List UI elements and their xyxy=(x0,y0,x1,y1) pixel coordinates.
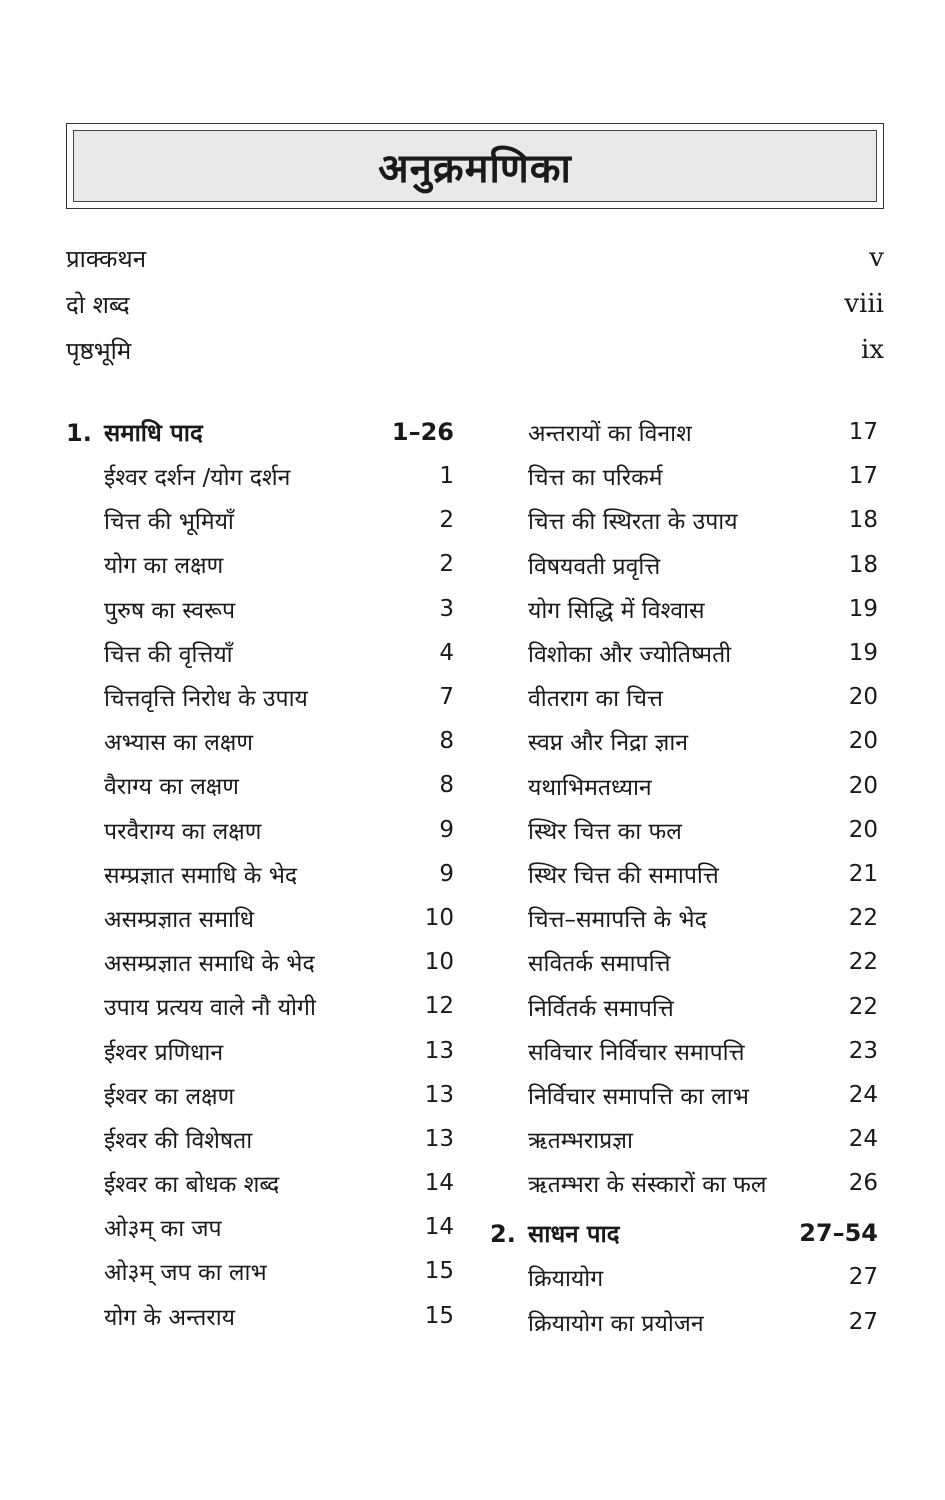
toc-entry[interactable] xyxy=(66,1073,458,1117)
toc-entry-label: योग सिद्धि में विश्वास xyxy=(528,597,705,624)
toc-entry-page: 10 xyxy=(424,904,454,931)
toc-entry-label: योग के अन्तराय xyxy=(104,1304,236,1331)
toc-entry-page: 21 xyxy=(848,860,878,887)
toc-entry-label: चित्त का परिकर्म xyxy=(528,465,663,492)
toc-entry-page: 20 xyxy=(848,816,878,843)
toc-entry-page: 26 xyxy=(848,1170,878,1197)
toc-entry-page: 2 xyxy=(439,507,454,534)
toc-entry-label: स्थिर चित्त की समापत्ति xyxy=(528,862,719,889)
toc-entry-label: ईश्वर प्रणिधान xyxy=(104,1039,224,1066)
toc-entry[interactable] xyxy=(490,1300,882,1344)
toc-entry-page: 13 xyxy=(424,1081,454,1108)
toc-entry[interactable] xyxy=(490,940,882,984)
toc-entry-page: 8 xyxy=(439,772,454,799)
page-title: अनुक्रमणिका xyxy=(378,145,572,192)
toc-entry-page: 22 xyxy=(848,949,878,976)
toc-entry[interactable] xyxy=(490,1029,882,1073)
toc-entry[interactable] xyxy=(66,1028,458,1072)
toc-entry-label: विशोका और ज्योतिष्मती xyxy=(528,642,732,669)
toc-entry[interactable] xyxy=(66,498,458,542)
toc-entry-list xyxy=(66,454,458,1338)
toc-entry-page: 3 xyxy=(439,595,454,622)
toc-entry-page: 13 xyxy=(424,1037,454,1064)
toc-entry[interactable] xyxy=(490,587,882,631)
toc-entry-label: विषयवती प्रवृत्ति xyxy=(528,553,661,580)
toc-entry-page: 24 xyxy=(848,1126,878,1153)
toc-entry-page: 1 xyxy=(439,463,454,490)
toc-entry[interactable] xyxy=(66,808,458,852)
toc-entry[interactable] xyxy=(66,763,458,807)
toc-entry-label: ऋतम्भराप्रज्ञा xyxy=(528,1128,633,1155)
toc-entry-label: चित्तवृत्ति निरोध के उपाय xyxy=(104,686,308,713)
toc-entry-label: उपाय प्रत्यय वाले नौ योगी xyxy=(104,995,316,1022)
title-box xyxy=(66,123,884,209)
toc-entry[interactable] xyxy=(490,808,882,852)
toc-entry-page: 18 xyxy=(848,551,878,578)
toc-entry-page: 27 xyxy=(848,1264,878,1291)
toc-entry-label: ओ३म् का जप xyxy=(104,1216,222,1243)
toc-entry-label: सम्प्रज्ञात समाधि के भेद xyxy=(104,862,298,889)
toc-entry[interactable] xyxy=(66,896,458,940)
section-title: साधन पाद xyxy=(528,1219,620,1248)
toc-entry-page: 20 xyxy=(848,728,878,755)
toc-entry[interactable] xyxy=(66,1249,458,1293)
toc-entry[interactable] xyxy=(490,896,882,940)
toc-entry-label: यथाभिमतध्यान xyxy=(528,774,652,801)
toc-entry[interactable] xyxy=(490,719,882,763)
toc-entry-label: वैराग्य का लक्षण xyxy=(104,774,239,801)
toc-entry-page: 9 xyxy=(439,816,454,843)
toc-entry-page: 19 xyxy=(848,595,878,622)
toc-entry-page: 8 xyxy=(439,728,454,755)
front-matter-label: पृष्ठभूमि xyxy=(66,336,132,365)
toc-entry-label: स्वप्न और निद्रा ज्ञान xyxy=(528,730,689,757)
front-matter-label: प्राक्कथन xyxy=(66,244,147,273)
toc-entry-page: 10 xyxy=(424,949,454,976)
toc-entry-page: 20 xyxy=(848,772,878,799)
front-matter-page: ix xyxy=(861,335,884,365)
toc-entry[interactable] xyxy=(490,1255,882,1299)
toc-entry[interactable] xyxy=(490,498,882,542)
toc-entry-page: 22 xyxy=(848,993,878,1020)
toc-entry-page: 27 xyxy=(848,1308,878,1335)
toc-entry[interactable] xyxy=(490,454,882,498)
toc-entry-label: सवितर्क समापत्ति xyxy=(528,951,671,978)
front-matter-label: दो शब्द xyxy=(66,290,130,319)
toc-entry-label: ईश्वर का बोधक शब्द xyxy=(104,1172,280,1199)
toc-entry[interactable] xyxy=(66,542,458,586)
section-number: 1. xyxy=(66,418,92,447)
toc-entry[interactable] xyxy=(66,631,458,675)
toc-left-column xyxy=(66,410,458,1338)
toc-entry-label: योग का लक्षण xyxy=(104,553,224,580)
toc-entry-page: 15 xyxy=(424,1302,454,1329)
toc-entry[interactable] xyxy=(490,1073,882,1117)
toc-entry[interactable] xyxy=(66,587,458,631)
section-page-range: 1–26 xyxy=(391,418,454,446)
toc-entry-page: 24 xyxy=(848,1081,878,1108)
toc-entry[interactable] xyxy=(490,1161,882,1205)
toc-entry-label: क्रियायोग का प्रयोजन xyxy=(528,1310,704,1337)
toc-entry-label: अन्तरायों का विनाश xyxy=(528,421,692,448)
toc-entry[interactable] xyxy=(66,1117,458,1161)
toc-entry-page: 7 xyxy=(439,684,454,711)
toc-entry-page: 13 xyxy=(424,1125,454,1152)
front-matter-item[interactable] xyxy=(66,330,884,370)
section-heading[interactable] xyxy=(490,1211,882,1255)
toc-entry-label: चित्त की स्थिरता के उपाय xyxy=(528,509,738,536)
toc-entry-page: 9 xyxy=(439,860,454,887)
toc-entry-label: चित्त की भूमियाँ xyxy=(104,509,234,536)
toc-entry-page: 4 xyxy=(439,639,454,666)
toc-entry[interactable] xyxy=(66,675,458,719)
toc-entry-page: 12 xyxy=(424,993,454,1020)
toc-entry-page: 2 xyxy=(439,551,454,578)
toc-entry-page: 15 xyxy=(424,1258,454,1285)
toc-entry[interactable] xyxy=(490,1117,882,1161)
toc-entry-page: 17 xyxy=(848,419,878,446)
toc-entry-label: क्रियायोग xyxy=(528,1266,604,1293)
toc-entry-label: पुरुष का स्वरूप xyxy=(104,597,236,624)
toc-entry[interactable] xyxy=(66,852,458,896)
toc-entry-label: ऋतम्भरा के संस्कारों का फल xyxy=(528,1172,767,1199)
toc-entry-label: चित्त–समापत्ति के भेद xyxy=(528,907,707,934)
toc-entry-label: ईश्वर की विशेषता xyxy=(104,1127,253,1154)
section-page-range: 27–54 xyxy=(799,1219,878,1248)
section-heading[interactable] xyxy=(66,410,458,454)
toc-entry-label: ईश्वर दर्शन /योग दर्शन xyxy=(104,465,291,492)
section-number: 2. xyxy=(490,1219,516,1248)
toc-entry-label: परवैराग्य का लक्षण xyxy=(104,818,262,845)
toc-entry-label: वीतराग का चित्त xyxy=(528,686,663,713)
toc-entry[interactable] xyxy=(66,719,458,763)
toc-entry[interactable] xyxy=(66,1161,458,1205)
toc-entry[interactable] xyxy=(490,410,882,454)
title-banner xyxy=(73,130,877,202)
toc-entry-label: स्थिर चित्त का फल xyxy=(528,818,682,845)
toc-entry[interactable] xyxy=(66,984,458,1028)
toc-entry-label: निर्वितर्क समापत्ति xyxy=(528,995,674,1022)
toc-entry[interactable] xyxy=(66,454,458,498)
front-matter-page: v xyxy=(869,243,884,273)
toc-entry-label: ईश्वर का लक्षण xyxy=(104,1083,235,1110)
toc-entry[interactable] xyxy=(66,940,458,984)
toc-entry[interactable] xyxy=(66,1205,458,1249)
toc-entry-page: 23 xyxy=(848,1037,878,1064)
toc-entry-label: निर्विचार समापत्ति का लाभ xyxy=(528,1083,749,1110)
toc-entry-list xyxy=(490,410,882,1205)
toc-entry-label: ओ३म् जप का लाभ xyxy=(104,1260,267,1287)
toc-entry-label: चित्त की वृत्तियाँ xyxy=(104,641,233,668)
toc-entry[interactable] xyxy=(66,1294,458,1338)
toc-entry-page: 14 xyxy=(424,1170,454,1197)
toc-entry[interactable] xyxy=(490,543,882,587)
toc-entry-page: 14 xyxy=(424,1214,454,1241)
toc-entry[interactable] xyxy=(490,675,882,719)
front-matter-page: viii xyxy=(844,289,884,319)
toc-entry[interactable] xyxy=(490,852,882,896)
toc-entry-page: 18 xyxy=(848,507,878,534)
toc-entry[interactable] xyxy=(490,984,882,1028)
toc-entry-label: असम्प्रज्ञात समाधि xyxy=(104,906,255,933)
toc-entry-page: 17 xyxy=(848,463,878,490)
front-matter-item[interactable] xyxy=(66,284,884,324)
toc-entry-label: अभ्यास का लक्षण xyxy=(104,730,253,757)
toc-entry[interactable] xyxy=(490,631,882,675)
toc-entry-label: असम्प्रज्ञात समाधि के भेद xyxy=(104,951,315,978)
toc-entry-page: 20 xyxy=(848,684,878,711)
toc-entry-list xyxy=(490,1255,882,1343)
section-title: समाधि पाद xyxy=(104,418,203,447)
toc-entry-label: सविचार निर्विचार समापत्ति xyxy=(528,1039,745,1066)
toc-right-column xyxy=(490,410,882,1344)
toc-entry-page: 19 xyxy=(848,640,878,667)
toc-entry-page: 22 xyxy=(848,905,878,932)
toc-entry[interactable] xyxy=(490,764,882,808)
front-matter-item[interactable] xyxy=(66,238,884,278)
